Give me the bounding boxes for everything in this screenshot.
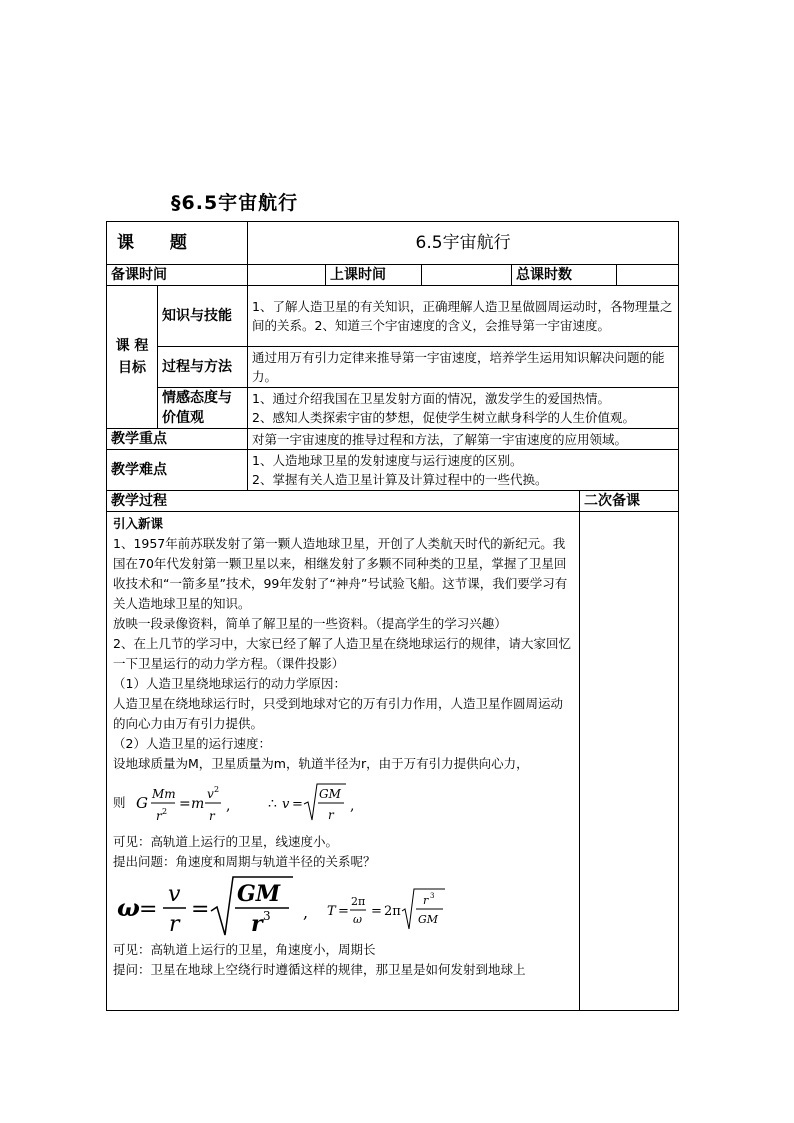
svg-text:3: 3 xyxy=(263,909,271,923)
process-paragraph: 可见：高轨道上运行的卫星，线速度小。 xyxy=(113,834,339,849)
svg-text:Mm: Mm xyxy=(151,787,176,801)
key-point-text: 对第一宇宙速度的推导过程和方法，了解第一宇宙速度的应用领域。 xyxy=(248,429,679,450)
goals-label: 课 程 目标 xyxy=(107,286,158,429)
svg-text:G: G xyxy=(135,794,148,812)
goal-attitude-line1: 1、通过介绍我国在卫星发射方面的情况，激发学生的爱国热情。 xyxy=(252,391,610,406)
process-paragraph: 可见：高轨道上运行的卫星，角速度小，周期长 xyxy=(113,942,376,957)
prep-time-value xyxy=(248,265,326,286)
document-title: §6.5宇宙航行 xyxy=(171,192,299,214)
process-paragraph: 提问：卫星在地球上空绕行时遵循这样的规律，那卫星是如何发射到地球上 xyxy=(113,962,526,977)
goal-attitude-text xyxy=(248,388,679,429)
difficulty-label: 教学难点 xyxy=(107,450,248,491)
difficulty-text xyxy=(248,450,679,491)
process-paragraph: （1）人造卫星绕地球运行的动力学原因： xyxy=(113,676,346,691)
goal-knowledge-text: 1、了解人造卫星的有关知识，正确理解人造卫星做圆周运动时，各物理量之间的关系。2、知道三个宇宙速度的含义，会推导第一宇宙速度。 xyxy=(248,286,679,347)
angular-period-equation-row xyxy=(113,872,573,940)
goal-knowledge-label: 知识与技能 xyxy=(158,286,248,347)
svg-text:r: r xyxy=(251,911,263,937)
difficulty-line1: 1、人造地球卫星的发射速度与运行速度的区别。 xyxy=(252,453,523,468)
svg-text:,: , xyxy=(303,903,309,922)
svg-text:GM: GM xyxy=(237,881,281,907)
svg-text:,: , xyxy=(225,798,230,814)
svg-text:GM: GM xyxy=(418,913,439,926)
velocity-formula xyxy=(134,776,374,830)
goal-attitude-label: 情感态度与价值观 xyxy=(158,388,248,429)
svg-text:2: 2 xyxy=(213,785,219,794)
svg-text:=: = xyxy=(139,897,158,922)
svg-text:3: 3 xyxy=(430,892,435,900)
svg-text:∴: ∴ xyxy=(267,796,277,812)
svg-text:=: = xyxy=(291,797,303,812)
total-hours-label: 总课时数 xyxy=(512,265,617,286)
svg-text:,: , xyxy=(349,798,354,814)
svg-text:2π: 2π xyxy=(384,904,401,919)
second-prep-label: 二次备课 xyxy=(580,491,679,512)
class-time-label: 上课时间 xyxy=(326,265,422,286)
svg-text:r: r xyxy=(155,809,162,823)
svg-text:T: T xyxy=(327,904,336,919)
difficulty-line2: 2、掌握有关人造卫星计算及计算过程中的一些代换。 xyxy=(252,472,548,487)
process-paragraph: 设地球质量为M，卫星质量为m，轨道半径为r，由于万有引力提供向心力， xyxy=(113,756,529,771)
process-paragraph: 人造卫星在绕地球运行时，只受到地球对它的万有引力作用，人造卫星作圆周运动的向心力由万有引力提供。 xyxy=(113,696,564,731)
process-paragraph: 2、在上几节的学习中，大家已经了解了人造卫星在绕地球运行的规律，请大家回忆一下卫星运行的动力学方程。（课件投影） xyxy=(113,636,571,671)
svg-text:r: r xyxy=(208,809,215,823)
prep-time-label: 备课时间 xyxy=(107,265,248,286)
svg-text:r: r xyxy=(327,808,334,822)
second-prep-content xyxy=(580,512,679,1011)
svg-text:=: = xyxy=(371,904,382,919)
goal-process-text: 通过用万有引力定律来推导第一宇宙速度，培养学生运用知识解决问题的能力。 xyxy=(248,347,679,388)
svg-text:v: v xyxy=(206,787,214,801)
angular-period-formula xyxy=(113,873,463,939)
svg-text:v: v xyxy=(168,882,181,907)
goal-attitude-line2: 2、感知人类探索宇宙的梦想，促使学生树立献身科学的人生价值观。 xyxy=(252,410,635,425)
process-content xyxy=(107,512,580,1011)
process-paragraph: 提出问题：角速度和周期与轨道半径的关系呢？ xyxy=(113,854,376,869)
svg-text:m: m xyxy=(190,796,204,812)
intro-heading: 引入新课 xyxy=(113,516,164,531)
svg-text:v: v xyxy=(281,797,289,812)
velocity-equation-row xyxy=(113,774,573,832)
svg-text:=: = xyxy=(191,897,210,922)
total-hours-value xyxy=(617,265,679,286)
goal-process-label: 过程与方法 xyxy=(158,347,248,388)
topic-label: 课 题 xyxy=(107,222,248,265)
svg-text:GM: GM xyxy=(318,787,341,801)
svg-text:=: = xyxy=(178,796,191,812)
svg-text:r: r xyxy=(423,894,429,907)
process-label: 教学过程 xyxy=(107,491,580,512)
class-time-value xyxy=(422,265,512,286)
svg-text:=: = xyxy=(338,904,349,919)
svg-text:2π: 2π xyxy=(351,895,366,908)
svg-text:r: r xyxy=(169,912,180,937)
svg-text:ω: ω xyxy=(117,893,140,922)
process-paragraph: 放映一段录像资料，简单了解卫星的一些资料。（提高学生的学习兴趣） xyxy=(113,616,507,631)
svg-text:2: 2 xyxy=(161,807,167,816)
process-paragraph: 1、1957年前苏联发射了第一颗人造地球卫星，开创了人类航天时代的新纪元。我国在70年代发射第一颗卫星以来，相继发射了多颗不同种类的卫星，掌握了卫星回收技术和“一箭多星”技术，99年发射了“神舟”号试验飞船。这节课，我们要学习有关人造地球卫星的知识。 xyxy=(113,536,568,611)
svg-text:ω: ω xyxy=(353,913,362,926)
equation-prefix: 则 xyxy=(113,795,126,810)
key-point-label: 教学重点 xyxy=(107,429,248,450)
process-paragraph: （2）人造卫星的运行速度： xyxy=(113,736,271,751)
topic-value: 6.5宇宙航行 xyxy=(248,222,679,265)
lesson-plan-table xyxy=(106,221,679,1011)
